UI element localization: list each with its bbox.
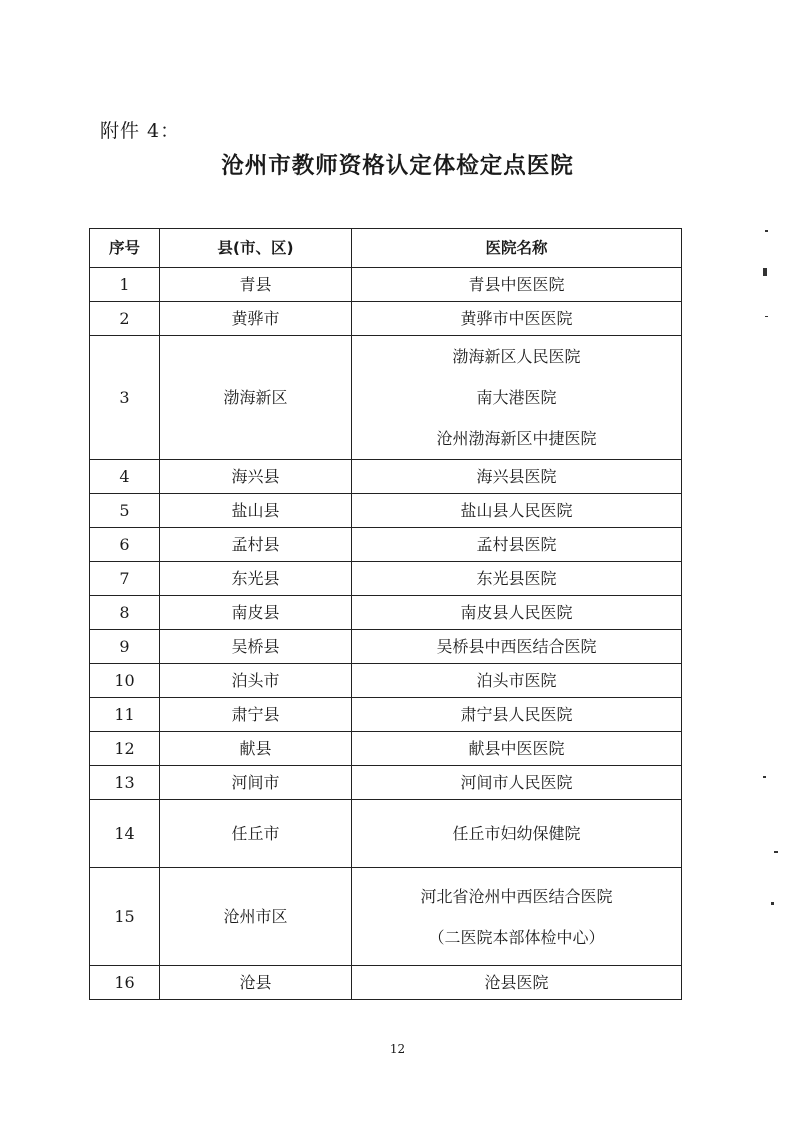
table-row xyxy=(90,732,682,766)
row-number: 9 xyxy=(90,630,160,664)
table-row xyxy=(90,966,682,1000)
county-name: 渤海新区 xyxy=(160,336,352,460)
attachment-label: 附件 4： xyxy=(100,120,181,142)
hospital-cell xyxy=(352,800,682,868)
table-row xyxy=(90,494,682,528)
hospital-name: （二医院本部体检中心） xyxy=(428,927,605,947)
row-number: 14 xyxy=(90,800,160,868)
table-body xyxy=(90,268,682,1000)
scan-speck xyxy=(771,902,774,905)
hospital-name: 黄骅市中医医院 xyxy=(460,308,573,328)
hospital-name: 沧县医院 xyxy=(484,972,549,992)
row-number: 11 xyxy=(90,698,160,732)
hospital-cell xyxy=(352,460,682,494)
row-number: 7 xyxy=(90,562,160,596)
table-row xyxy=(90,766,682,800)
hospital-cell xyxy=(352,868,682,966)
table-row xyxy=(90,268,682,302)
hospital-table xyxy=(89,228,682,1000)
table-row xyxy=(90,698,682,732)
row-number: 12 xyxy=(90,732,160,766)
row-number: 13 xyxy=(90,766,160,800)
hospital-name: 海兴县医院 xyxy=(476,466,557,486)
hospital-cell xyxy=(352,528,682,562)
hospital-cell xyxy=(352,630,682,664)
hospital-cell xyxy=(352,336,682,460)
table-row xyxy=(90,664,682,698)
table-row xyxy=(90,460,682,494)
row-number: 3 xyxy=(90,336,160,460)
hospital-name: 吴桥县中西医结合医院 xyxy=(436,636,597,656)
table-row xyxy=(90,528,682,562)
document-title: 沧州市教师资格认定体检定点医院 xyxy=(221,153,574,179)
hospital-name: 河间市人民医院 xyxy=(460,772,573,792)
hospital-name: 盐山县人民医院 xyxy=(460,500,573,520)
hospital-cell xyxy=(352,966,682,1000)
table-row xyxy=(90,302,682,336)
hospital-cell xyxy=(352,302,682,336)
county-name: 孟村县 xyxy=(160,528,352,562)
county-name: 吴桥县 xyxy=(160,630,352,664)
county-name: 河间市 xyxy=(160,766,352,800)
hospital-name: 肃宁县人民医院 xyxy=(460,704,573,724)
row-number: 10 xyxy=(90,664,160,698)
table-row xyxy=(90,336,682,460)
row-number: 1 xyxy=(90,268,160,302)
scan-speck xyxy=(763,268,767,276)
hospital-cell xyxy=(352,664,682,698)
hospital-name: 河北省沧州中西医结合医院 xyxy=(420,886,613,906)
county-name: 任丘市 xyxy=(160,800,352,868)
hospital-name: 沧州渤海新区中捷医院 xyxy=(436,429,597,448)
table-row xyxy=(90,630,682,664)
hospital-name: 南皮县人民医院 xyxy=(460,602,573,622)
row-number: 2 xyxy=(90,302,160,336)
hospital-cell xyxy=(352,596,682,630)
table-row xyxy=(90,596,682,630)
header-number: 序号 xyxy=(90,229,160,268)
hospital-cell xyxy=(352,268,682,302)
hospital-cell xyxy=(352,562,682,596)
row-number: 5 xyxy=(90,494,160,528)
scan-speck xyxy=(774,851,778,853)
hospital-name: 东光县医院 xyxy=(476,568,557,588)
hospital-name: 孟村县医院 xyxy=(476,534,557,554)
hospital-cell xyxy=(352,766,682,800)
row-number: 16 xyxy=(90,966,160,1000)
county-name: 黄骅市 xyxy=(160,302,352,336)
hospital-cell xyxy=(352,732,682,766)
hospital-name: 渤海新区人民医院 xyxy=(452,347,581,366)
county-name: 青县 xyxy=(160,268,352,302)
table-row xyxy=(90,562,682,596)
scan-speck xyxy=(765,230,768,232)
county-name: 东光县 xyxy=(160,562,352,596)
hospital-name: 南大港医院 xyxy=(476,388,557,407)
hospital-cell xyxy=(352,494,682,528)
county-name: 肃宁县 xyxy=(160,698,352,732)
county-name: 南皮县 xyxy=(160,596,352,630)
table-row xyxy=(90,868,682,966)
scan-speck xyxy=(763,776,766,778)
header-county: 县(市、区) xyxy=(160,229,352,268)
hospital-name: 泊头市医院 xyxy=(476,670,557,690)
county-name: 海兴县 xyxy=(160,460,352,494)
hospital-cell xyxy=(352,698,682,732)
hospital-name: 任丘市妇幼保健院 xyxy=(452,823,581,843)
page-number: 12 xyxy=(389,1042,406,1056)
table-row xyxy=(90,800,682,868)
county-name: 泊头市 xyxy=(160,664,352,698)
row-number: 15 xyxy=(90,868,160,966)
header-hospital: 医院名称 xyxy=(352,229,682,268)
county-name: 沧县 xyxy=(160,966,352,1000)
row-number: 4 xyxy=(90,460,160,494)
row-number: 8 xyxy=(90,596,160,630)
hospital-name: 献县中医医院 xyxy=(468,738,565,758)
county-name: 献县 xyxy=(160,732,352,766)
table-header-row xyxy=(90,229,682,268)
hospital-name: 青县中医医院 xyxy=(468,274,565,294)
scan-speck xyxy=(765,316,768,317)
county-name: 沧州市区 xyxy=(160,868,352,966)
county-name: 盐山县 xyxy=(160,494,352,528)
row-number: 6 xyxy=(90,528,160,562)
